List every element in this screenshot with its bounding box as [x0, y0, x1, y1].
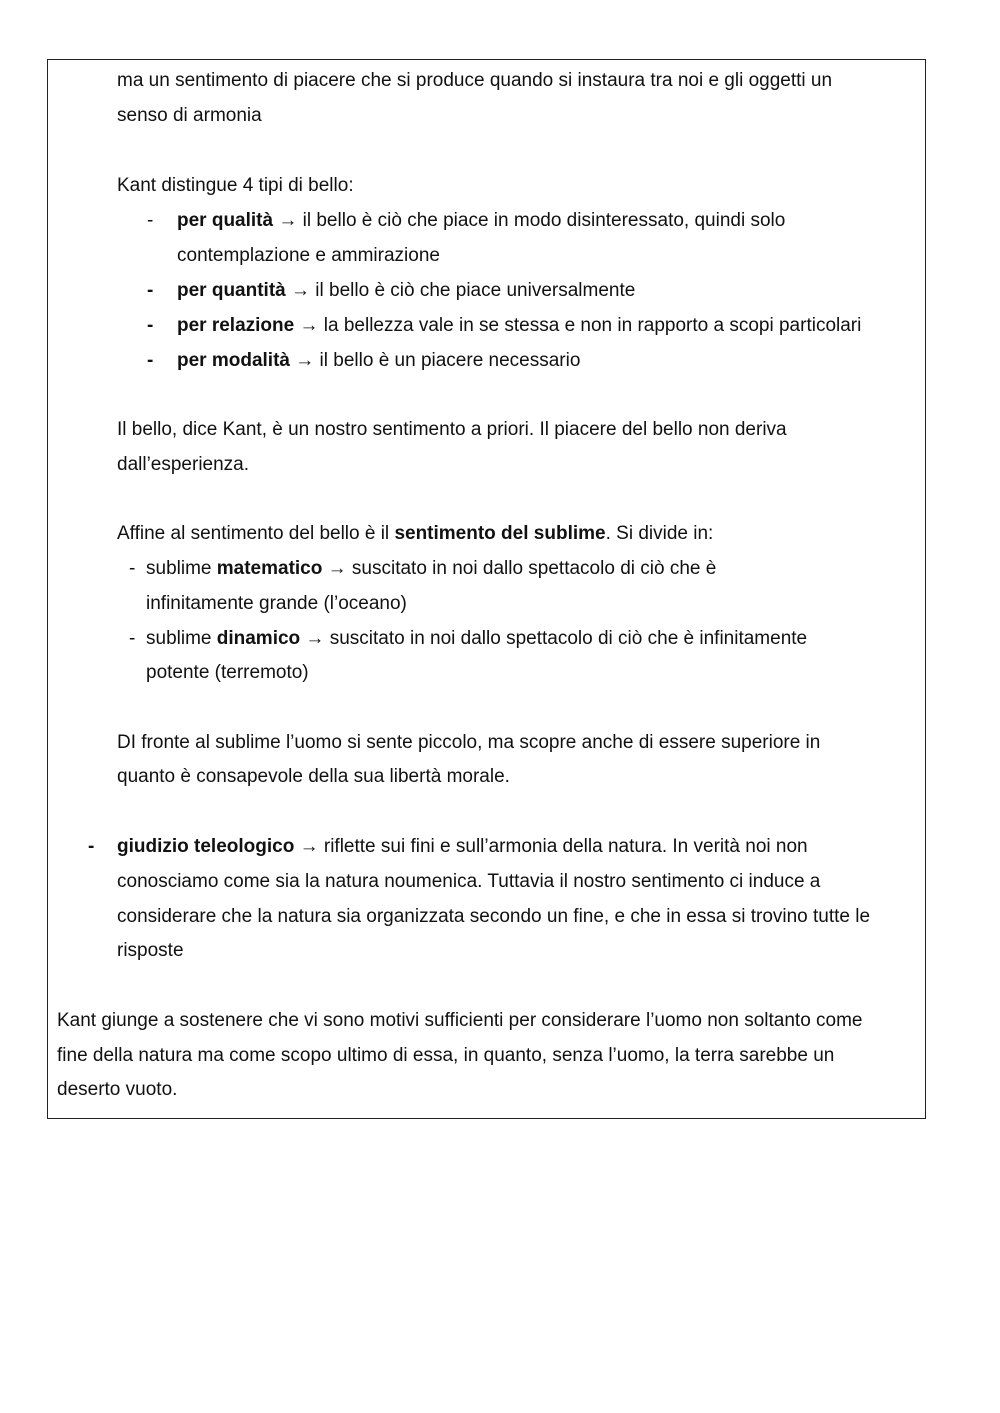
arrow-icon: →: [299, 315, 319, 336]
conclusione-line-3: deserto vuoto.: [57, 1079, 178, 1100]
tipi-bullet-3: -: [147, 315, 154, 336]
sublime-continuation-matematico: infinitamente grande (l’oceano): [146, 593, 407, 614]
sublime-prefix-dinamico: sublime: [146, 628, 217, 649]
tipi-term-relazione: per relazione: [177, 315, 295, 336]
teleologico-line-2: conosciamo come sia la natura noumenica. Tuttavia il nostro sentimento ci induce a: [117, 871, 821, 892]
arrow-icon: →: [291, 280, 311, 301]
tipi-text-relazione: la bellezza vale in se stessa e non in rapporto a scopi particolari: [323, 315, 862, 336]
tipi-text-qualita: il bello è ciò che piace in modo disinteressato, quindi solo: [302, 210, 786, 231]
tipi-text-quantita: il bello è ciò che piace universalmente: [315, 280, 636, 301]
fronte-line-2: quanto è consapevole della sua libertà morale.: [117, 766, 510, 787]
sublime-continuation-dinamico: potente (terremoto): [146, 662, 309, 683]
intro-line-1: ma un sentimento di piacere che si produce quando si instaura tra noi e gli oggetti un: [117, 70, 833, 91]
tipi-text-modalita: il bello è un piacere necessario: [319, 350, 581, 371]
sublime-bullet-2: -: [129, 628, 136, 649]
sublime-item-matematico: [146, 557, 716, 581]
sublime-intro-term: sentimento del sublime: [394, 523, 606, 544]
tipi-item-relazione: [177, 314, 861, 338]
sublime-intro-before: Affine al sentimento del bello è il: [117, 523, 395, 544]
sublime-text-matematico: → suscitato in noi dallo spettacolo di ciò che è: [322, 558, 717, 579]
teleologico-term: giudizio teleologico: [117, 836, 295, 857]
tipi-bullet-1: -: [147, 210, 154, 231]
priori-line-1: Il bello, dice Kant, è un nostro sentimento a priori. Il piacere del bello non deriva: [117, 419, 787, 440]
tipi-continuation-qualita: contemplazione e ammirazione: [177, 245, 440, 266]
tipi-heading: Kant distingue 4 tipi di bello:: [117, 175, 354, 196]
tipi-bullet-4: -: [147, 350, 154, 371]
sublime-item-dinamico: [146, 627, 807, 651]
sublime-prefix-matematico: sublime: [146, 558, 217, 579]
tipi-bullet-2: -: [147, 280, 154, 301]
teleologico-line-3: considerare che la natura sia organizzata secondo un fine, e che in essa si trovino tutte le: [117, 906, 871, 927]
conclusione-line-2: fine della natura ma come scopo ultimo di essa, in quanto, senza l’uomo, la terra sarebbe un: [57, 1045, 835, 1066]
tipi-term-quantita: per quantità: [177, 280, 286, 301]
tipi-item-qualita: [177, 209, 785, 233]
sublime-term-matematico: matematico: [216, 558, 323, 579]
teleologico-bullet: -: [88, 836, 95, 857]
tipi-item-modalita: [177, 349, 580, 373]
sublime-intro: [117, 522, 713, 546]
conclusione-line-1: Kant giunge a sostenere che vi sono motivi sufficienti per considerare l’uomo non soltanto come: [57, 1010, 863, 1031]
arrow-icon: →: [278, 210, 298, 231]
sublime-text-dinamico: → suscitato in noi dallo spettacolo di ciò che è infinitamente: [300, 628, 808, 649]
sublime-intro-after: . Si divide in:: [605, 523, 714, 544]
teleologico-line-4: risposte: [117, 940, 184, 961]
tipi-item-quantita: [177, 279, 635, 303]
sublime-bullet-1: -: [129, 558, 136, 579]
fronte-line-1: DI fronte al sublime l’uomo si sente piccolo, ma scopre anche di essere superiore in: [117, 732, 821, 753]
tipi-term-modalita: per modalità: [177, 350, 290, 371]
teleologico-line-1: [117, 835, 808, 859]
sublime-term-dinamico: dinamico: [216, 628, 301, 649]
teleologico-text-1: → riflette sui fini e sull’armonia della natura. In verità noi non: [294, 836, 808, 857]
intro-line-2: senso di armonia: [117, 105, 262, 126]
tipi-term-qualita: per qualità: [177, 210, 274, 231]
priori-line-2: dall’esperienza.: [117, 454, 250, 475]
arrow-icon: →: [295, 350, 315, 371]
